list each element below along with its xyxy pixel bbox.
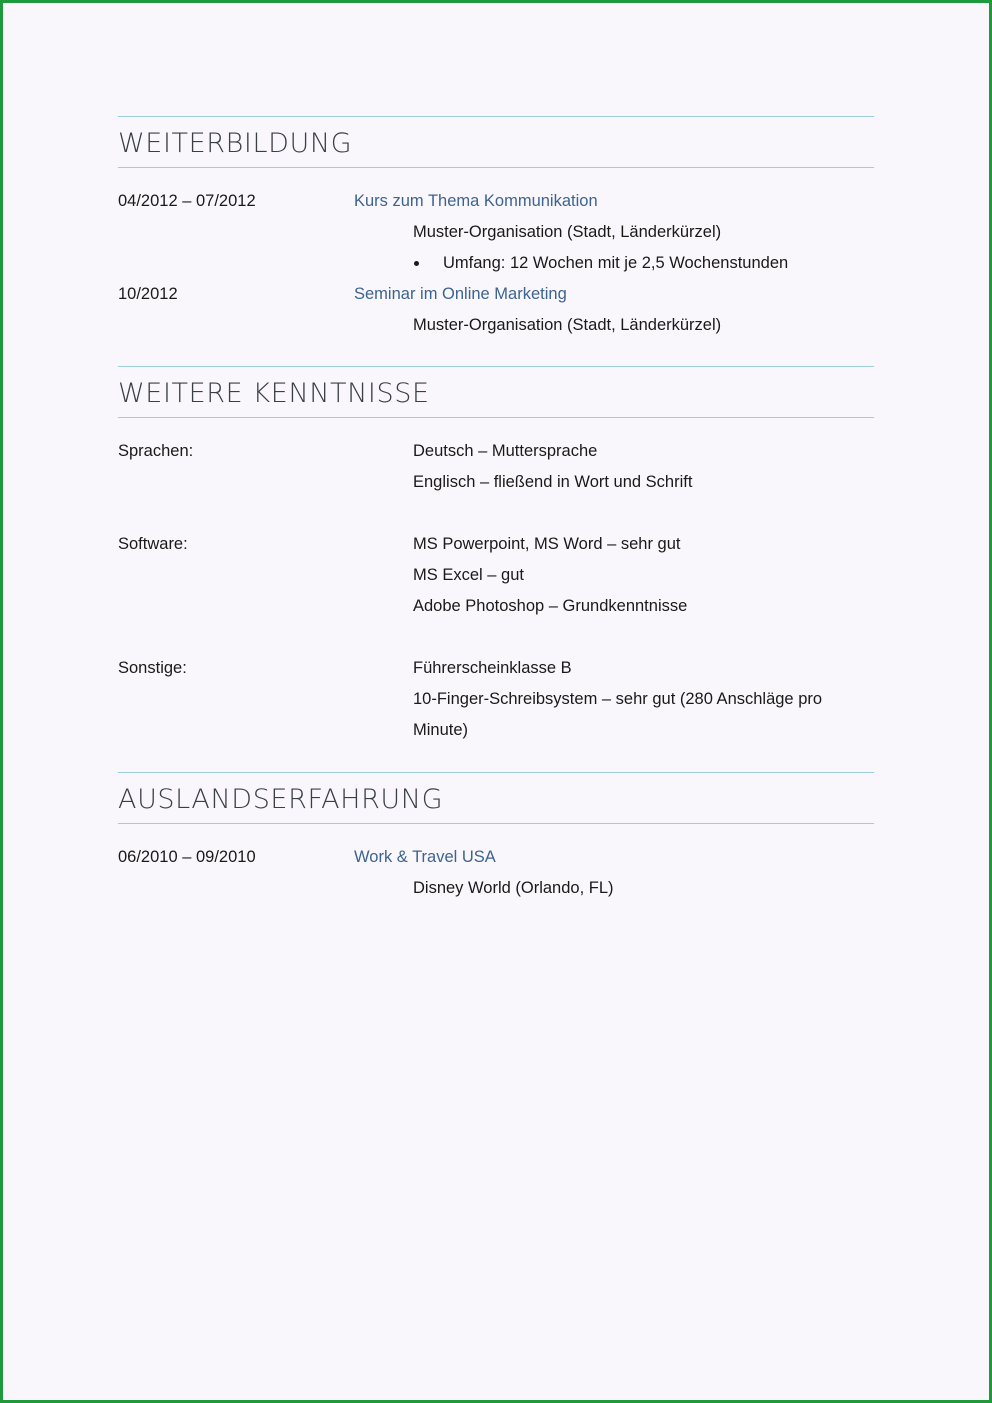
entry-organization: Disney World (Orlando, FL): [413, 879, 614, 897]
entry-bullet-text: Umfang: 12 Wochen mit je 2,5 Wochenstunden: [443, 254, 789, 272]
entry-organization: Muster-Organisation (Stadt, Länderkürzel): [413, 316, 722, 334]
entry-date: 10/2012: [118, 285, 178, 303]
entry-title: Kurs zum Thema Kommunikation: [354, 192, 598, 210]
section-header-kenntnisse: [118, 366, 874, 418]
skill-label-sprachen: Sprachen:: [118, 442, 194, 460]
section-title-ausland: AUSLANDSERFAHRUNG: [118, 784, 444, 815]
entry-title: Seminar im Online Marketing: [354, 285, 567, 303]
section-header-ausland: [118, 772, 874, 824]
skill-label-software: Software:: [118, 535, 188, 553]
bullet-point-icon: [414, 261, 419, 266]
entry-organization: Muster-Organisation (Stadt, Länderkürzel): [413, 223, 722, 241]
skill-line: Deutsch – Muttersprache: [413, 442, 598, 460]
entry-date: 04/2012 – 07/2012: [118, 192, 256, 210]
skill-line: Minute): [413, 721, 469, 739]
skill-line: MS Powerpoint, MS Word – sehr gut: [413, 535, 681, 553]
section-header-weiterbildung: [118, 116, 874, 168]
skill-line: 10-Finger-Schreibsystem – sehr gut (280 Anschläge pro: [413, 690, 823, 708]
section-title-weiterbildung: WEITERBILDUNG: [118, 128, 353, 159]
entry-title: Work & Travel USA: [354, 848, 496, 866]
skill-line: Adobe Photoshop – Grundkenntnisse: [413, 597, 688, 615]
entry-date: 06/2010 – 09/2010: [118, 848, 256, 866]
skill-line: MS Excel – gut: [413, 566, 524, 584]
skill-line: Englisch – fließend in Wort und Schrift: [413, 473, 693, 491]
skill-line: Führerscheinklasse B: [413, 659, 572, 677]
section-title-kenntnisse: WEITERE KENNTNISSE: [118, 378, 430, 409]
skill-label-sonstige: Sonstige:: [118, 659, 187, 677]
